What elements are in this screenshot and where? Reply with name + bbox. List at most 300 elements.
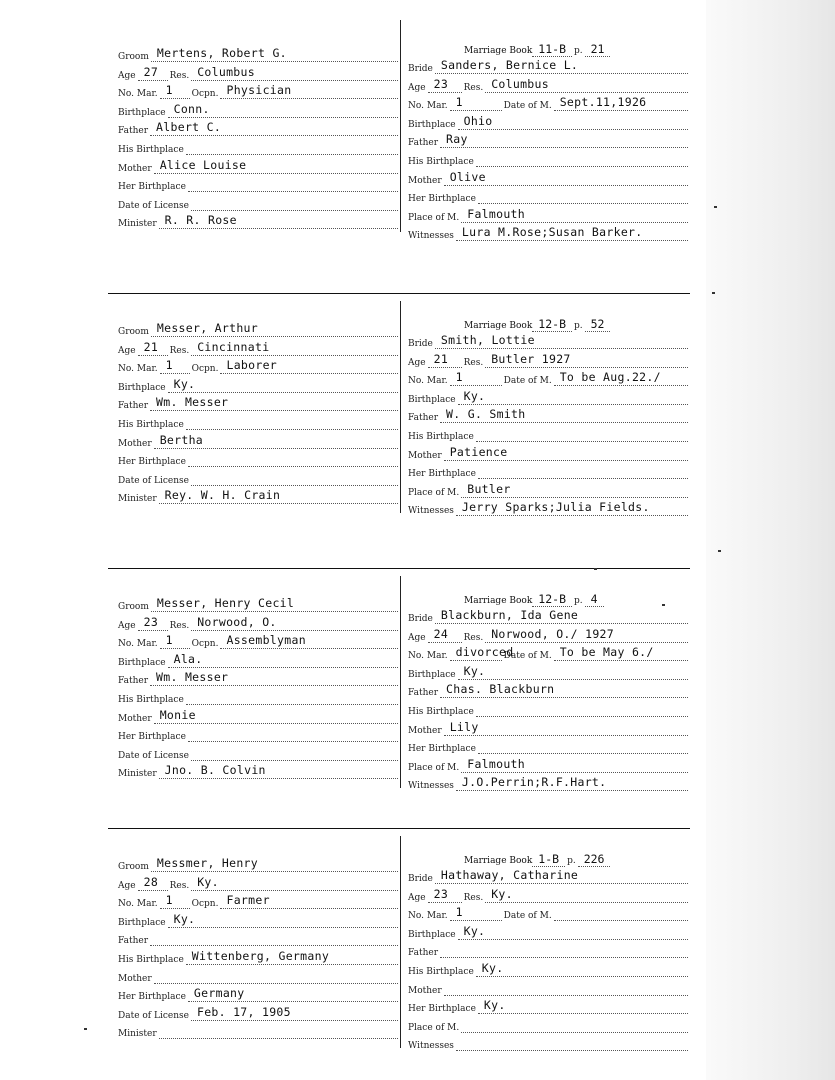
bride-no-mar-value: 1 — [455, 370, 463, 385]
groom-mother-value: Alice Louise — [159, 157, 247, 172]
bride-mother-field — [408, 444, 688, 461]
groom-his-birthplace-line — [186, 690, 398, 705]
bride-his-birthplace-field — [408, 428, 688, 442]
groom-father-field — [118, 397, 398, 411]
groom-date-of-license-label: Date of License — [118, 200, 189, 211]
groom-her-birthplace-field — [118, 728, 398, 742]
bride-date-of-m-line — [554, 371, 688, 386]
groom-res-value: Columbus — [197, 64, 255, 79]
groom-mother-label: Mother — [118, 973, 152, 984]
bride-res-line — [485, 628, 688, 643]
bride-father-label: Father — [408, 688, 439, 699]
bride-mother-label: Mother — [408, 725, 442, 736]
groom-mother-label: Mother — [118, 163, 152, 174]
groom-name-line — [151, 857, 398, 872]
page-label: p. — [574, 596, 583, 606]
groom-mother-value: Bertha — [159, 432, 204, 447]
bride-witnesses-line — [456, 776, 688, 791]
page-number: 226 — [578, 852, 611, 867]
groom-name-field — [118, 48, 398, 62]
groom-mother-field — [118, 432, 398, 449]
groom-his-birthplace-line — [186, 140, 398, 155]
groom-father-line — [150, 396, 398, 411]
bride-mother-field — [408, 719, 688, 736]
bride-place-of-m-label: Place of M. — [408, 212, 460, 223]
bride-date-of-m-value: To be Aug.22./ — [559, 370, 661, 385]
right-scan-edge — [706, 0, 835, 1080]
groom-age-value: 21 — [143, 339, 159, 354]
bride-place-of-m-line — [461, 1018, 688, 1033]
groom-father-line — [150, 931, 398, 946]
groom-age-line — [138, 341, 168, 356]
bride-her-birthplace-field — [408, 1000, 688, 1014]
groom-date-of-license-label: Date of License — [118, 750, 189, 761]
bride-witnesses-field — [408, 1037, 688, 1051]
groom-mother-field — [118, 157, 398, 174]
groom-birthplace-value: Ala. — [173, 651, 203, 666]
bride-father-value: W. G. Smith — [446, 407, 526, 422]
groom-minister-label: Minister — [118, 769, 157, 780]
bride-father-line — [440, 133, 688, 148]
groom-age-line — [138, 616, 168, 631]
record-card-1 — [108, 18, 690, 258]
groom-ocpn-label: Ocpn. — [191, 899, 219, 910]
groom-ocpn-line — [220, 84, 398, 99]
page-label: p. — [574, 321, 583, 331]
bride-name-label: Bride — [408, 614, 433, 624]
bride-age-value: 23 — [433, 886, 449, 901]
groom-ocpn-value: Physician — [226, 83, 292, 98]
bride-date-of-m-line — [554, 96, 688, 111]
groom-minister-line — [159, 764, 398, 779]
bride-father-label: Father — [408, 413, 439, 424]
groom-mother-line — [154, 159, 398, 174]
bride-res-line — [485, 888, 688, 903]
groom-age-label: Age — [118, 345, 136, 356]
groom-birthplace-field — [118, 911, 398, 928]
groom-res-line — [191, 66, 398, 81]
groom-date-of-license-field — [118, 747, 398, 761]
bride-res-label: Res. — [463, 892, 484, 903]
marriage-book-number: 1-B — [532, 852, 565, 867]
groom-her-birthplace-label: Her Birthplace — [118, 457, 186, 468]
bride-age-field — [408, 626, 688, 643]
bride-res-line — [485, 353, 688, 368]
groom-father-field — [118, 672, 398, 686]
groom-no-mar-line — [160, 84, 190, 99]
groom-her-birthplace-label: Her Birthplace — [118, 992, 186, 1003]
bride-date-of-m-line — [554, 906, 688, 921]
bride-age-line — [428, 353, 462, 368]
bride-date-of-m-label: Date of M. — [503, 376, 552, 387]
bride-res-value: Ky. — [491, 886, 513, 901]
bride-birthplace-value: Ky. — [463, 388, 486, 403]
groom-ocpn-value: Farmer — [226, 893, 270, 908]
bride-mother-label: Mother — [408, 175, 442, 186]
bride-name-field — [408, 610, 688, 624]
bride-name-label: Bride — [408, 339, 433, 349]
groom-no-mar-value: 1 — [165, 633, 173, 648]
scan-speck — [718, 550, 721, 552]
groom-father-field — [118, 122, 398, 136]
groom-name-value: Messer, Henry Cecil — [156, 596, 295, 610]
card-divider — [108, 293, 690, 294]
bride-birthplace-line — [458, 665, 688, 680]
groom-minister-value: R. R. Rose — [164, 213, 237, 228]
groom-res-line — [191, 341, 398, 356]
bride-her-birthplace-line — [478, 189, 688, 204]
bride-witnesses-line — [456, 1036, 688, 1051]
groom-father-field — [118, 932, 398, 946]
bride-her-birthplace-field — [408, 190, 688, 204]
groom-birthplace-label: Birthplace — [118, 107, 166, 118]
bride-no-mar-field — [408, 907, 688, 921]
record-card-2 — [108, 293, 690, 533]
bride-age-line — [428, 888, 462, 903]
bride-his-birthplace-label: His Birthplace — [408, 707, 474, 717]
groom-minister-line — [159, 1024, 398, 1039]
bride-place-of-m-value: Falmouth — [467, 756, 526, 771]
bride-res-label: Res. — [463, 82, 484, 93]
groom-ocpn-value: Laborer — [226, 358, 278, 373]
bride-birthplace-line — [458, 925, 688, 940]
bride-mother-line — [444, 721, 688, 736]
groom-name-label: Groom — [118, 602, 149, 612]
groom-his-birthplace-label: His Birthplace — [118, 695, 184, 705]
bride-his-birthplace-field — [408, 153, 688, 167]
bride-birthplace-label: Birthplace — [408, 119, 456, 130]
groom-date-of-license-field — [118, 197, 398, 211]
bride-name-field — [408, 60, 688, 74]
bride-father-field — [408, 409, 688, 423]
groom-res-value: Norwood, O. — [197, 614, 277, 629]
record-card-4 — [108, 828, 690, 1068]
groom-res-line — [191, 616, 398, 631]
bride-birthplace-label: Birthplace — [408, 929, 456, 940]
groom-his-birthplace-field — [118, 141, 398, 155]
bride-name-value: Sanders, Bernice L. — [440, 58, 579, 72]
groom-his-birthplace-label: His Birthplace — [118, 145, 184, 155]
marriage-book — [464, 42, 610, 56]
page-number: 52 — [585, 317, 611, 332]
groom-minister-line — [159, 489, 398, 504]
groom-date-of-license-line — [191, 196, 398, 211]
bride-her-birthplace-value: Ky. — [483, 998, 506, 1013]
bride-her-birthplace-line — [478, 739, 688, 754]
bride-no-mar-value: 1 — [455, 95, 463, 110]
bride-no-mar-field — [408, 647, 688, 661]
card-divider — [108, 828, 690, 829]
bride-place-of-m-label: Place of M. — [408, 1022, 460, 1033]
bride-father-label: Father — [408, 948, 439, 959]
groom-no-mar-label: No. Mar. — [118, 89, 158, 100]
groom-age-field — [118, 339, 398, 356]
column-divider — [400, 20, 401, 232]
bride-no-mar-label: No. Mar. — [408, 651, 448, 662]
groom-mother-value: Monie — [159, 707, 196, 722]
marriage-book-label: Marriage Book — [464, 596, 533, 606]
bride-mother-line — [444, 446, 688, 461]
groom-name-value: Messmer, Henry — [156, 856, 259, 870]
groom-res-value: Ky. — [197, 874, 219, 889]
groom-ocpn-label: Ocpn. — [191, 364, 219, 375]
bride-place-of-m-field — [408, 206, 688, 223]
groom-res-label: Res. — [169, 620, 190, 631]
groom-his-birthplace-label: His Birthplace — [118, 420, 184, 430]
bride-no-mar-field — [408, 97, 688, 111]
bride-no-mar-line — [450, 371, 502, 386]
column-divider — [400, 836, 401, 1048]
bride-res-value: Norwood, O./ 1927 — [491, 626, 614, 641]
bride-age-field — [408, 76, 688, 93]
bride-name-label: Bride — [408, 874, 433, 884]
groom-birthplace-label: Birthplace — [118, 917, 166, 928]
groom-minister-label: Minister — [118, 1029, 157, 1040]
groom-no-mar-field — [118, 85, 398, 99]
groom-name-value: Messer, Arthur — [156, 321, 259, 335]
groom-his-birthplace-field — [118, 691, 398, 705]
bride-mother-field — [408, 169, 688, 186]
marriage-book-label: Marriage Book — [464, 856, 533, 866]
groom-no-mar-value: 1 — [165, 358, 173, 373]
groom-date-of-license-label: Date of License — [118, 475, 189, 486]
groom-his-birthplace-value: Wittenberg, Germany — [191, 949, 330, 963]
groom-name-value: Mertens, Robert G. — [156, 46, 287, 60]
bride-mother-line — [444, 981, 688, 996]
bride-witnesses-value: Lura M.Rose;Susan Barker. — [461, 225, 643, 240]
groom-her-birthplace-line — [188, 727, 398, 742]
bride-place-of-m-field — [408, 481, 688, 498]
bride-age-label: Age — [408, 82, 426, 93]
groom-his-birthplace-line — [186, 415, 398, 430]
bride-birthplace-field — [408, 923, 688, 940]
bride-name-line — [435, 609, 688, 624]
bride-place-of-m-line — [461, 483, 688, 498]
bride-res-line — [485, 78, 688, 93]
bride-res-label: Res. — [463, 357, 484, 368]
bride-age-line — [428, 628, 462, 643]
groom-no-mar-line — [160, 359, 190, 374]
groom-mother-line — [154, 969, 398, 984]
bride-his-birthplace-label: His Birthplace — [408, 157, 474, 167]
bride-his-birthplace-field — [408, 963, 688, 977]
groom-her-birthplace-field — [118, 178, 398, 192]
bride-res-value: Butler 1927 — [491, 351, 571, 366]
groom-ocpn-line — [220, 894, 398, 909]
bride-age-value: 23 — [433, 76, 449, 91]
groom-her-birthplace-label: Her Birthplace — [118, 182, 186, 193]
bride-place-of-m-line — [461, 208, 688, 223]
bride-no-mar-line — [450, 906, 502, 921]
groom-res-value: Cincinnati — [197, 339, 270, 354]
groom-mother-field — [118, 707, 398, 724]
groom-age-label: Age — [118, 880, 136, 891]
groom-minister-field — [118, 215, 398, 229]
groom-res-line — [191, 876, 398, 891]
groom-date-of-license-field — [118, 472, 398, 486]
bride-age-value: 21 — [433, 351, 449, 366]
groom-her-birthplace-label: Her Birthplace — [118, 732, 186, 743]
bride-his-birthplace-field — [408, 703, 688, 717]
groom-birthplace-line — [168, 103, 398, 118]
groom-age-value: 27 — [143, 64, 159, 79]
bride-mother-label: Mother — [408, 450, 442, 461]
groom-no-mar-label: No. Mar. — [118, 364, 158, 375]
bride-date-of-m-label: Date of M. — [503, 911, 552, 922]
groom-his-birthplace-line — [186, 950, 398, 965]
groom-his-birthplace-label: His Birthplace — [118, 955, 184, 965]
groom-her-birthplace-field — [118, 988, 398, 1002]
groom-father-line — [150, 121, 398, 136]
groom-date-of-license-label: Date of License — [118, 1010, 189, 1021]
groom-minister-label: Minister — [118, 219, 157, 230]
groom-her-birthplace-field — [118, 453, 398, 467]
column-divider — [400, 576, 401, 788]
bride-no-mar-line — [450, 645, 514, 661]
bride-her-birthplace-field — [408, 740, 688, 754]
groom-her-birthplace-line — [188, 452, 398, 467]
bride-res-value: Columbus — [491, 76, 549, 91]
card-divider — [108, 568, 690, 569]
groom-minister-label: Minister — [118, 494, 157, 505]
groom-age-line — [138, 66, 168, 81]
bride-birthplace-value: Ky. — [463, 923, 486, 938]
groom-birthplace-line — [168, 378, 398, 393]
groom-ocpn-line — [220, 359, 398, 374]
bride-his-birthplace-value: Ky. — [481, 961, 504, 975]
groom-birthplace-label: Birthplace — [118, 657, 166, 668]
groom-minister-field — [118, 1025, 398, 1039]
bride-her-birthplace-label: Her Birthplace — [408, 1004, 476, 1015]
bride-place-of-m-value: Falmouth — [467, 206, 526, 221]
bride-birthplace-value: Ky. — [463, 663, 486, 678]
groom-age-field — [118, 614, 398, 631]
groom-name-line — [151, 597, 398, 612]
groom-mother-line — [154, 434, 398, 449]
bride-birthplace-line — [458, 390, 688, 405]
bride-place-of-m-line — [461, 758, 688, 773]
bride-age-label: Age — [408, 892, 426, 903]
groom-father-label: Father — [118, 676, 149, 687]
bride-name-line — [435, 59, 688, 74]
bride-mother-value: Lily — [449, 719, 479, 734]
groom-date-of-license-line — [191, 471, 398, 486]
groom-minister-value: Rey. W. H. Crain — [164, 488, 281, 503]
bride-place-of-m-value: Butler — [467, 481, 511, 496]
groom-no-mar-field — [118, 360, 398, 374]
groom-no-mar-value: 1 — [165, 893, 173, 908]
groom-name-field — [118, 858, 398, 872]
groom-birthplace-value: Ky. — [173, 911, 196, 926]
bride-name-value: Smith, Lottie — [440, 333, 535, 347]
bride-place-of-m-field — [408, 1019, 688, 1033]
bride-res-label: Res. — [463, 632, 484, 643]
marriage-book-label: Marriage Book — [464, 321, 533, 331]
groom-father-value: Wm. Messer — [156, 395, 229, 410]
bride-father-label: Father — [408, 138, 439, 149]
groom-birthplace-field — [118, 376, 398, 393]
groom-birthplace-line — [168, 653, 398, 668]
bride-father-field — [408, 134, 688, 148]
bride-her-birthplace-field — [408, 465, 688, 479]
bride-date-of-m-value: To be May 6./ — [559, 645, 654, 660]
bride-witnesses-value: J.O.Perrin;R.F.Hart. — [461, 775, 607, 790]
groom-ocpn-label: Ocpn. — [191, 639, 219, 650]
groom-mother-label: Mother — [118, 713, 152, 724]
groom-date-of-license-line — [191, 746, 398, 761]
groom-age-value: 28 — [143, 874, 159, 889]
groom-birthplace-line — [168, 913, 398, 928]
bride-father-value: Chas. Blackburn — [446, 682, 555, 697]
bride-mother-line — [444, 171, 688, 186]
bride-no-mar-value: 1 — [455, 905, 463, 920]
groom-no-mar-line — [160, 634, 190, 649]
record-card-3 — [108, 568, 690, 808]
groom-age-field — [118, 64, 398, 81]
bride-witnesses-label: Witnesses — [408, 506, 454, 517]
bride-mother-label: Mother — [408, 985, 442, 996]
bride-mother-value: Patience — [449, 444, 508, 459]
groom-birthplace-field — [118, 101, 398, 118]
groom-age-field — [118, 874, 398, 891]
bride-her-birthplace-label: Her Birthplace — [408, 194, 476, 205]
bride-mother-value: Olive — [449, 169, 486, 184]
bride-his-birthplace-line — [476, 152, 688, 167]
bride-father-field — [408, 944, 688, 958]
marriage-book-number: 12-B — [532, 592, 572, 607]
groom-name-label: Groom — [118, 52, 149, 62]
bride-age-label: Age — [408, 357, 426, 368]
bride-witnesses-field — [408, 227, 688, 241]
groom-his-birthplace-field — [118, 416, 398, 430]
bride-her-birthplace-line — [478, 464, 688, 479]
groom-no-mar-value: 1 — [165, 83, 173, 98]
bride-age-line — [428, 78, 462, 93]
groom-her-birthplace-line — [188, 177, 398, 192]
groom-res-label: Res. — [169, 70, 190, 81]
bride-his-birthplace-line — [476, 427, 688, 442]
bride-witnesses-line — [456, 226, 688, 241]
bride-no-mar-label: No. Mar. — [408, 911, 448, 922]
groom-his-birthplace-field — [118, 951, 398, 965]
scan-speck — [714, 206, 717, 208]
bride-birthplace-label: Birthplace — [408, 669, 456, 680]
bride-his-birthplace-line — [476, 702, 688, 717]
scan-speck — [594, 568, 597, 570]
bride-date-of-m-line — [554, 646, 688, 661]
groom-res-label: Res. — [169, 345, 190, 356]
groom-ocpn-value: Assemblyman — [226, 633, 306, 648]
bride-no-mar-field — [408, 372, 688, 386]
groom-no-mar-line — [160, 894, 190, 909]
groom-age-label: Age — [118, 620, 136, 631]
groom-ocpn-label: Ocpn. — [191, 89, 219, 100]
groom-date-of-license-field — [118, 1004, 398, 1021]
bride-mother-field — [408, 982, 688, 996]
bride-no-mar-line — [450, 96, 502, 111]
bride-father-line — [440, 943, 688, 958]
bride-birthplace-value: Ohio — [463, 113, 493, 128]
bride-age-value: 24 — [433, 626, 449, 641]
groom-father-value: Albert C. — [156, 120, 222, 135]
marriage-book — [464, 317, 610, 331]
groom-minister-field — [118, 765, 398, 779]
marriage-book-number: 12-B — [532, 317, 572, 332]
page-label: p. — [567, 856, 576, 866]
groom-minister-field — [118, 490, 398, 504]
groom-name-line — [151, 47, 398, 62]
bride-name-line — [435, 334, 688, 349]
